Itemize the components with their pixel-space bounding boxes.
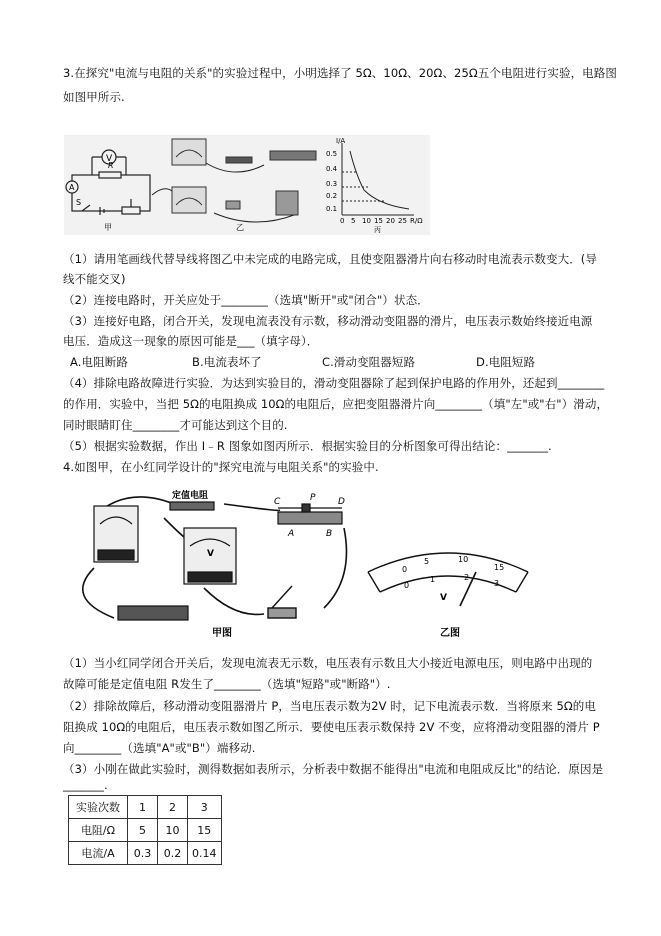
table-cell: 10 [158,819,188,842]
q4-p2b: 阻换成 10Ω的电阻后，电压表示数如图乙所示．要使电压表示数保持 2V 不变，应将滑动变阻器的滑片 P [63,720,600,734]
graph-ytick: 0.5 [326,150,338,158]
q3-p3b: 电压．造成这一现象的原因可能是___（填字母）． [63,334,319,348]
q4-p2a: （2）排除故障后，移动滑动变阻器滑片 P，当电压表示数为2V 时，记下电流表示数．当将原来 5Ω的电 [63,699,597,713]
graph-xtick: 20 [386,217,395,225]
graph-xtick: 25 [398,217,407,225]
scale-top: 5 [424,557,430,566]
table-cell-header: 电流/A [69,842,128,865]
q3-option-a: A.电阻断路 [70,355,128,369]
q3-figure [64,135,430,235]
label-A: A [288,529,295,539]
q3-option-c: C.滑动变阻器短路 [322,355,416,369]
label-yi: 乙 [236,223,244,232]
q3-p4b: 的作用．实验中，当把 5Ω的电阻换成 10Ω的电阻后，应把变阻器滑片向________（填"左"或"右"）滑动， [63,397,609,411]
graph-ylabel: I/A [336,137,346,145]
graph-ytick: 0.2 [326,192,338,200]
q3-line2: 如图甲所示. [63,90,125,104]
meter-v-label: V [207,549,214,559]
label-D: D [338,497,345,507]
dial-v-label: V [440,593,447,603]
q3-option-b: B.电流表坏了 [192,355,262,369]
q4-p2c: 向________（选填"A"或"B"）端移动. [63,741,256,755]
table-row [69,819,222,842]
label-P: P [310,493,316,503]
q4-p3a: （3）小刚在做此实验时，测得数据如表所示，分析表中数据不能得出"电流和电阻成反比"的结论．原因是 [63,762,604,776]
table-cell: 0.2 [158,842,188,865]
q4-p1b: 故障可能是定值电阻 R发生了________（选填"短路"或"断路"）. [63,677,391,691]
label-R: R [108,161,114,170]
q4-title: 4.如图甲，在小红同学设计的"探究电流与电阻关系"的实验中. [63,460,379,474]
graph-xtick: 10 [362,217,371,225]
graph-xtick: 5 [351,217,356,225]
q3-p1b: 线不能交叉) [63,272,126,286]
q4-figure-svg [64,488,530,640]
table-cell: 5 [128,819,158,842]
label-B: B [326,529,333,539]
table-cell: 1 [128,796,158,819]
q3-option-d: D.电阻短路 [476,355,536,369]
scale-bottom: 0 [404,581,410,590]
table-cell-header: 实验次数 [69,796,128,819]
resistor-label: 定值电阻 [172,491,209,501]
label-jia-tu: 甲图 [212,628,232,639]
scale-top: 0 [402,565,408,574]
table-cell-header: 电阻/Ω [69,819,128,842]
table-row [69,796,222,819]
table-row [69,842,222,865]
label-V: V [106,154,113,164]
label-bing: 丙 [374,226,381,234]
dial-yi [368,553,528,606]
ammeter [94,506,138,562]
q3-line1: 3.在探究"电流与电阻的关系"的实验过程中，小明选择了 5Ω、10Ω、20Ω、25Ω五个电阻进行实验，电路图 [63,66,617,80]
graph-xlabel: R/Ω [410,217,423,225]
q3-p5: （5）根据实验数据，作出 I﹣R 图象如图丙所示．根据实验目的分析图象可得出结论：_______. [63,439,552,453]
table-cell: 0.14 [188,842,222,865]
q3-p2: （2）连接电路时，开关应处于________（选填"断开"或"闭合"）状态． [63,293,429,307]
q3-p3a: （3）连接好电路，闭合开关，发现电流表没有示数，移动滑动变阻器的滑片，电压表示数始终接近电源 [63,314,593,328]
q4-p1a: （1）当小红同学闭合开关后，发现电流表无示数，电压表有示数且大小接近电源电压，则电路中出现的 [63,656,593,670]
label-jia: 甲 [104,223,112,232]
graph-xtick: 15 [374,217,383,225]
apparatus-yi [152,139,316,222]
q3-figure-svg [64,135,430,235]
scale-top: 10 [458,555,469,564]
graph-bing [342,143,414,215]
label-A: A [69,183,75,192]
graph-ytick: 0.1 [326,205,338,213]
q3-p4a: （4）排除电路故障进行实验．为达到实验目的，滑动变阻器除了起到保护电路的作用外，还起到________ [63,376,605,390]
q4-figure [64,488,530,640]
table-cell: 0.3 [128,842,158,865]
rheostat [278,504,342,524]
table-cell: 3 [188,796,222,819]
label-yi-tu: 乙图 [440,628,460,639]
battery [118,606,188,620]
table-cell: 15 [188,819,222,842]
label-C: C [274,497,281,507]
scale-bottom: 2 [464,573,470,582]
fixed-resistor [170,502,214,510]
q4-p3b: _______. [63,778,108,792]
graph-ytick: 0.4 [326,165,338,173]
scale-top: 15 [494,563,505,572]
scale-bottom: 3 [494,579,500,588]
table-cell: 2 [158,796,188,819]
q3-p4c: 同时眼睛盯住________才可能达到这个目的. [63,418,288,432]
graph-xtick: 0 [340,217,345,225]
graph-ytick: 0.3 [326,180,338,188]
scale-bottom: 1 [430,575,436,584]
data-table [68,795,222,865]
switch [268,586,296,618]
label-S: S [76,198,82,207]
q3-p1a: （1）请用笔画线代替导线将图乙中未完成的电路完成，且使变阻器滑片向右移动时电流表示数变大．(导 [63,252,597,266]
